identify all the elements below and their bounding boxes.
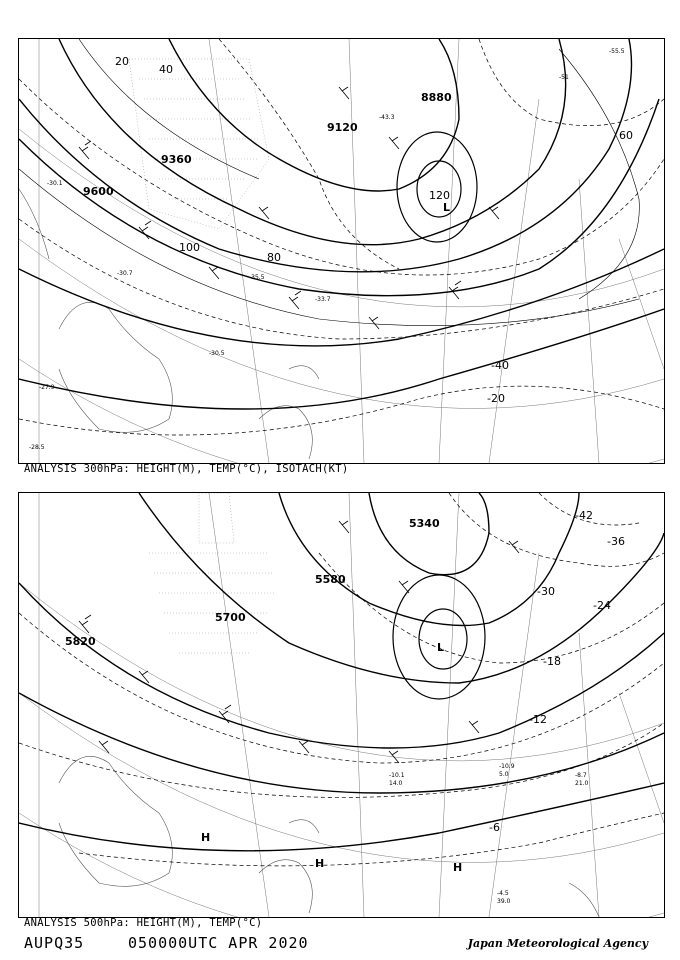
station-value: 39.0	[497, 898, 511, 905]
high-center-symbol: H	[315, 857, 325, 870]
height-contours	[19, 493, 664, 851]
isotach-label: 20	[115, 55, 129, 68]
temp-label: -6	[489, 821, 500, 834]
isotach-label: 40	[159, 63, 173, 76]
height-label: 8880	[421, 91, 452, 104]
isotach-label: 60	[619, 129, 633, 142]
height-label: 5820	[65, 635, 96, 648]
temp-label: -24	[593, 599, 611, 612]
low-center-symbol: L	[443, 201, 451, 214]
caption-500hpa: ANALYSIS 500hPa: HEIGHT(M), TEMP(°C)	[24, 917, 263, 929]
low-center-symbol: L	[437, 641, 445, 654]
caption-300hpa: ANALYSIS 300hPa: HEIGHT(M), TEMP(°C), ISOTACH(KT)	[24, 463, 349, 475]
height-label: 9360	[161, 153, 192, 166]
temp-label: -30	[537, 585, 555, 598]
temp-label: -55.5	[609, 48, 625, 55]
shaded-region	[149, 493, 274, 653]
temp-label: -36	[607, 535, 625, 548]
graticule	[19, 493, 664, 917]
temp-label: -18	[543, 655, 561, 668]
isotach-label: 120	[429, 189, 450, 202]
temp-label: -43.3	[379, 114, 395, 121]
map-500hpa	[18, 492, 665, 918]
high-center-symbol: H	[201, 831, 211, 844]
height-label: 5700	[215, 611, 246, 624]
temp-label: -28.5	[29, 444, 45, 451]
temp-label: -33.7	[315, 296, 331, 303]
temp-label: -30.7	[117, 270, 133, 277]
chart-code: AUPQ35	[24, 934, 85, 952]
station-value: -8.7	[575, 772, 587, 779]
temp-label: -42	[575, 509, 593, 522]
isotherms	[19, 493, 664, 866]
coastline	[19, 189, 319, 459]
temp-label: -51	[559, 74, 569, 81]
station-value: 14.0	[389, 780, 403, 787]
station-value: 21.0	[575, 780, 589, 787]
wind-barbs	[79, 521, 519, 763]
temp-label: -12	[529, 713, 547, 726]
map-labels	[29, 48, 633, 451]
height-label: 9120	[327, 121, 358, 134]
isotach-label: 80	[267, 251, 281, 264]
closed-low	[397, 132, 477, 242]
shaded-region	[129, 59, 269, 229]
height-contours	[19, 39, 664, 409]
temp-label: -30.1	[47, 180, 63, 187]
temp-label: -20	[487, 392, 505, 405]
station-value: 5.0	[499, 771, 509, 778]
agency-name: Japan Meteorological Agency	[467, 937, 648, 950]
station-value: -10.9	[499, 763, 515, 770]
station-value: -10.1	[389, 772, 405, 779]
high-center-symbol: H	[453, 861, 463, 874]
closed-low	[393, 575, 485, 699]
station-value: -4.5	[497, 890, 509, 897]
temp-label: -30.5	[209, 350, 225, 357]
temp-label: -27.9	[39, 384, 55, 391]
valid-time: 050000UTC APR 2020	[128, 934, 309, 952]
isotach-label: 100	[179, 241, 200, 254]
temp-label: -35.5	[249, 274, 265, 281]
height-label: 5340	[409, 517, 440, 530]
map-300hpa	[18, 38, 665, 464]
height-label: 5580	[315, 573, 346, 586]
isotherms	[19, 39, 664, 435]
temp-label: -40	[491, 359, 509, 372]
height-label: 9600	[83, 185, 114, 198]
